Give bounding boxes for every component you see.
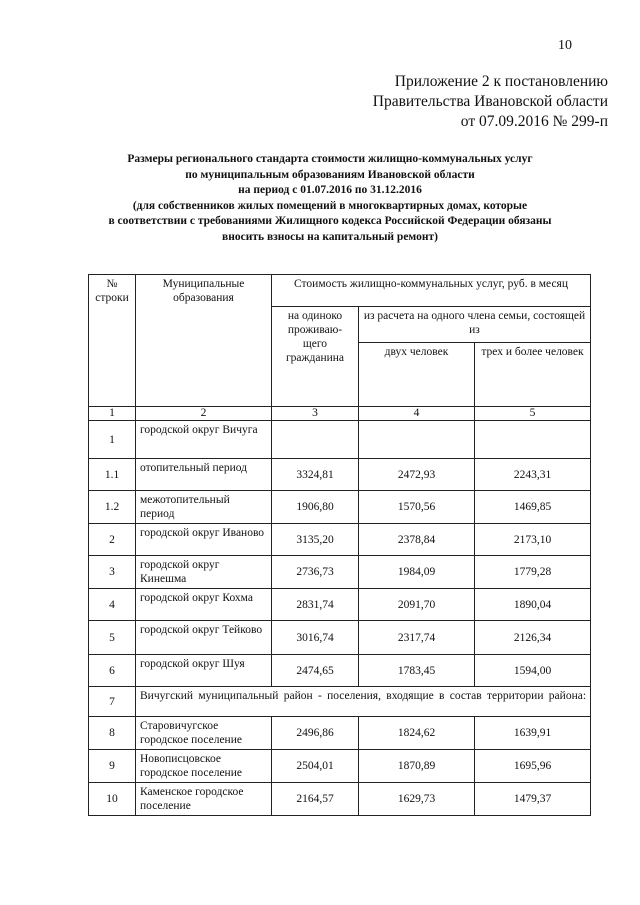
cost-single: 3135,20 — [272, 524, 359, 556]
row-number: 8 — [89, 717, 136, 750]
cost-three-plus: 2126,34 — [475, 621, 591, 655]
cost-single: 2504,01 — [272, 750, 359, 783]
title-line: на период с 01.07.2016 по 31.12.2016 — [238, 184, 422, 197]
section-title: Вичугский муниципальный район - поселения, входящие в состав территории района: — [136, 687, 591, 717]
municipality-name: городской округ Иваново — [136, 524, 272, 556]
cost-single: 2831,74 — [272, 589, 359, 621]
tariff-table — [88, 274, 591, 816]
cost-three-plus: 1695,96 — [475, 750, 591, 783]
table-row — [89, 491, 591, 524]
title-line: (для собственников жилых помещений в многоквартирных домах, которые — [132, 199, 528, 212]
table-row — [89, 783, 591, 816]
cost-two-persons — [359, 421, 475, 459]
row-number: 1.2 — [89, 491, 136, 524]
cost-single: 1906,80 — [272, 491, 359, 524]
cost-three-plus: 1469,85 — [475, 491, 591, 524]
row-number: 7 — [89, 687, 136, 717]
row-number: 9 — [89, 750, 136, 783]
municipality-name: городской округ Тейково — [136, 621, 272, 655]
municipality-name: межотопительный период — [136, 491, 272, 524]
document-title — [40, 152, 620, 246]
cost-three-plus: 2243,31 — [475, 459, 591, 491]
appendix-line: от 07.09.2016 № 299-п — [460, 113, 608, 130]
header-municipality: Муниципальные образования — [136, 275, 272, 407]
title-line: вносить взносы на капитальный ремонт) — [222, 230, 438, 243]
municipality-name: Старовичугское городское поселение — [136, 717, 272, 750]
cost-two-persons: 1824,62 — [359, 717, 475, 750]
header-cost-group: Стоимость жилищно-коммунальных услуг, руб. в месяц — [272, 275, 591, 307]
title-line: по муниципальным образованиям Ивановской области — [185, 168, 475, 181]
municipality-name: Каменское городское поселение — [136, 783, 272, 816]
municipality-name: городской округ Вичуга — [136, 421, 272, 459]
row-number: 5 — [89, 621, 136, 655]
cost-single — [272, 421, 359, 459]
row-number: 1 — [89, 421, 136, 459]
cost-two-persons: 1870,89 — [359, 750, 475, 783]
cost-three-plus — [475, 421, 591, 459]
column-number: 4 — [359, 407, 475, 421]
appendix-line: Правительства Ивановской области — [372, 93, 608, 110]
section-row — [89, 687, 591, 717]
municipality-name: отопительный период — [136, 459, 272, 491]
cost-two-persons: 1783,45 — [359, 655, 475, 687]
column-number: 3 — [272, 407, 359, 421]
row-number: 6 — [89, 655, 136, 687]
header-two-persons: двух человек — [359, 343, 475, 407]
cost-single: 2736,73 — [272, 556, 359, 589]
cost-two-persons: 2378,84 — [359, 524, 475, 556]
header-single-resident: на одиноко проживаю-щего гражданина — [272, 307, 359, 407]
cost-single: 2164,57 — [272, 783, 359, 816]
cost-two-persons: 2472,93 — [359, 459, 475, 491]
appendix-line: Приложение 2 к постановлению — [394, 73, 608, 90]
header-row-number: № строки — [89, 275, 136, 407]
header-three-plus: трех и более человек — [475, 343, 591, 407]
row-number: 1.1 — [89, 459, 136, 491]
title-line: в соответствии с требованиями Жилищного кодекса Российской Федерации обязаны — [108, 215, 552, 228]
page-number: 10 — [558, 38, 572, 53]
column-number: 1 — [89, 407, 136, 421]
appendix-reference — [373, 72, 608, 132]
row-number: 10 — [89, 783, 136, 816]
cost-single: 2496,86 — [272, 717, 359, 750]
cost-single: 3324,81 — [272, 459, 359, 491]
table-row — [89, 524, 591, 556]
cost-two-persons: 1629,73 — [359, 783, 475, 816]
header-per-family-member: из расчета на одного члена семьи, состоящей из — [359, 307, 591, 343]
column-number: 2 — [136, 407, 272, 421]
table-row — [89, 459, 591, 491]
title-line: Размеры регионального стандарта стоимости жилищно-коммунальных услуг — [127, 153, 533, 165]
table-row — [89, 750, 591, 783]
cost-three-plus: 1639,91 — [475, 717, 591, 750]
cost-single: 2474,65 — [272, 655, 359, 687]
table-row — [89, 621, 591, 655]
cost-three-plus: 1779,28 — [475, 556, 591, 589]
municipality-name: городской округ Кохма — [136, 589, 272, 621]
municipality-name: городской округ Кинешма — [136, 556, 272, 589]
cost-three-plus: 2173,10 — [475, 524, 591, 556]
row-number: 3 — [89, 556, 136, 589]
table-row — [89, 421, 591, 459]
row-number: 2 — [89, 524, 136, 556]
cost-two-persons: 1570,56 — [359, 491, 475, 524]
column-number: 5 — [475, 407, 591, 421]
cost-three-plus: 1479,37 — [475, 783, 591, 816]
cost-three-plus: 1890,04 — [475, 589, 591, 621]
table-row — [89, 589, 591, 621]
municipality-name: Новописцовское городское поселение — [136, 750, 272, 783]
municipality-name: городской округ Шуя — [136, 655, 272, 687]
table-row — [89, 556, 591, 589]
table-row — [89, 655, 591, 687]
cost-two-persons: 1984,09 — [359, 556, 475, 589]
table-row — [89, 717, 591, 750]
row-number: 4 — [89, 589, 136, 621]
cost-three-plus: 1594,00 — [475, 655, 591, 687]
cost-two-persons: 2317,74 — [359, 621, 475, 655]
cost-two-persons: 2091,70 — [359, 589, 475, 621]
cost-single: 3016,74 — [272, 621, 359, 655]
column-number-row — [89, 407, 591, 421]
